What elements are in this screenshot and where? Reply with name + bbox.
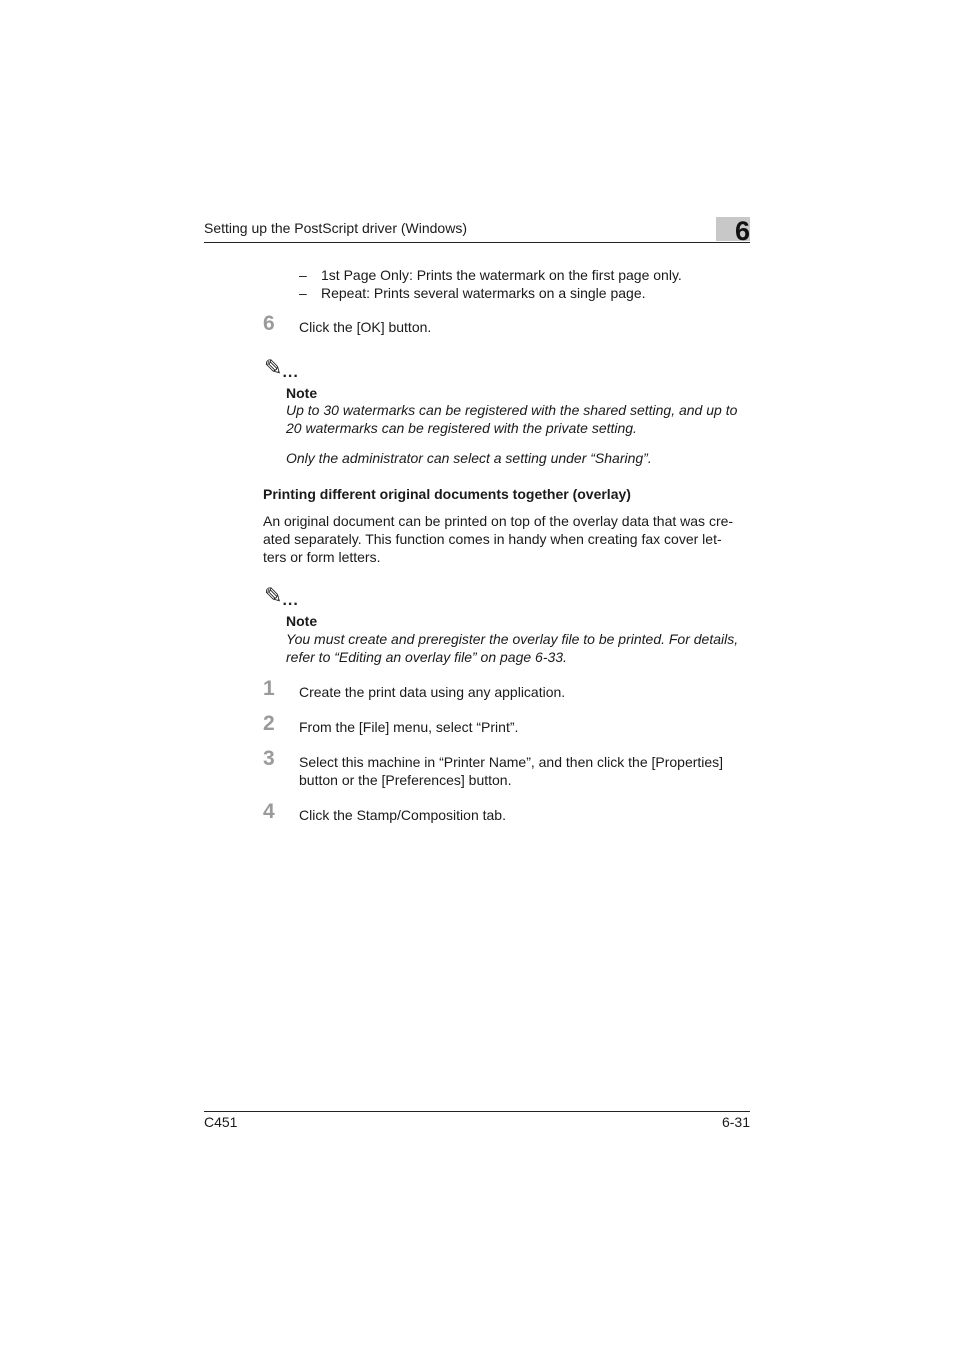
step-text: button or the [Preferences] button.	[299, 772, 512, 788]
note-pencil-icon: ✎...	[264, 583, 299, 609]
step-number: 2	[263, 712, 275, 735]
footer-page-number: 6-31	[721, 1114, 750, 1130]
paragraph-line: ters or form letters.	[263, 549, 381, 565]
header-divider	[204, 242, 750, 243]
list-item	[299, 284, 646, 302]
step-number: 1	[263, 677, 275, 700]
note-label: Note	[286, 613, 318, 629]
list-item	[299, 266, 682, 284]
step-number: 4	[263, 800, 275, 823]
note-text: 20 watermarks can be registered with the private setting.	[286, 420, 637, 436]
note-text: refer to “Editing an overlay file” on page 6-33.	[286, 649, 567, 665]
paragraph-line: ated separately. This function comes in handy when creating fax cover let-	[263, 531, 722, 547]
list-item-text: Repeat: Prints several watermarks on a single page.	[321, 285, 646, 301]
note-text: Only the administrator can select a setting under “Sharing”.	[286, 450, 652, 466]
paragraph-line: An original document can be printed on top of the overlay data that was cre-	[263, 513, 734, 529]
list-dash: –	[299, 285, 307, 301]
step-number: 6	[263, 312, 275, 335]
note-dots: ...	[282, 592, 299, 609]
step-number: 3	[263, 747, 275, 770]
step-text: Create the print data using any application.	[299, 684, 566, 700]
step-text: Select this machine in “Printer Name”, and then click the [Properties]	[299, 754, 724, 770]
running-header-title: Setting up the PostScript driver (Windows)	[204, 220, 467, 236]
note-pencil-icon: ✎...	[264, 355, 299, 381]
step-text: Click the [OK] button.	[299, 319, 432, 335]
note-label: Note	[286, 385, 318, 401]
chapter-number: 6	[734, 216, 750, 246]
section-heading: Printing different original documents together (overlay)	[263, 486, 631, 502]
step-text: Click the Stamp/Composition tab.	[299, 807, 506, 823]
note-text: Up to 30 watermarks can be registered with the shared setting, and up to	[286, 402, 738, 418]
list-item-text: 1st Page Only: Prints the watermark on the first page only.	[321, 267, 682, 283]
footer-divider	[204, 1111, 750, 1112]
list-dash: –	[299, 267, 307, 283]
note-dots: ...	[282, 364, 299, 381]
step-text: From the [File] menu, select “Print”.	[299, 719, 519, 735]
footer-model: C451	[204, 1114, 238, 1130]
note-text: You must create and preregister the overlay file to be printed. For details,	[286, 631, 739, 647]
body-paragraph	[263, 512, 753, 566]
